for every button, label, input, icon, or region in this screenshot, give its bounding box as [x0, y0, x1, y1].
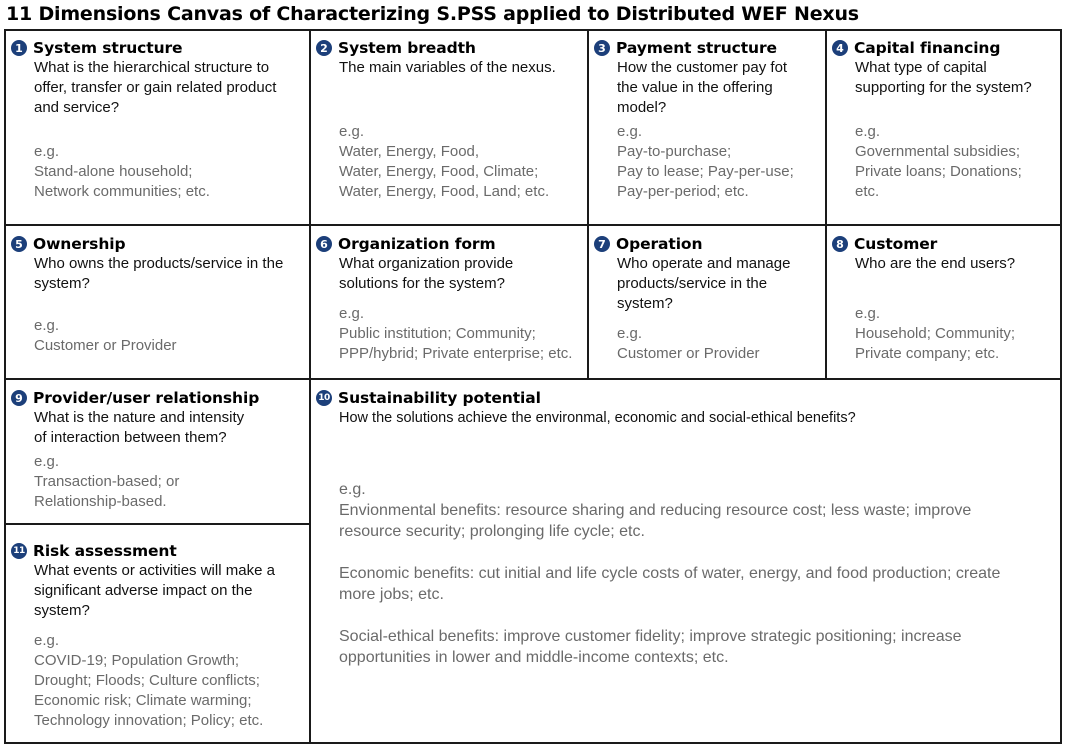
example-text: Pay-to-purchase; Pay to lease; Pay-per-use; Pay-per-period; etc. [617, 143, 794, 200]
number-4-icon: 4 [832, 40, 848, 56]
cell-examples [339, 479, 1000, 668]
example-text: Customer or Provider [34, 337, 177, 354]
cell-question: The main variables of the nexus. [339, 59, 556, 76]
cell-title: Sustainability potential [338, 389, 541, 407]
example-text: Customer or Provider [617, 345, 760, 362]
cell-header [316, 38, 587, 58]
cell-examples [34, 631, 263, 731]
cell-examples [339, 122, 549, 202]
cell-question: What is the nature and intensity of interaction between them? [34, 409, 245, 446]
number-11-icon: 11 [11, 543, 27, 559]
example-label: e.g. [339, 481, 366, 498]
number-3-icon: 3 [594, 40, 610, 56]
grid-line-outer-top [4, 29, 1062, 31]
cell-examples [617, 122, 794, 202]
cell-question: Who are the end users? [855, 255, 1016, 272]
grid-line-outer-bottom [4, 742, 1062, 744]
cell-header [316, 234, 587, 254]
number-6-icon: 6 [316, 236, 332, 252]
cell-system-structure [6, 38, 309, 224]
cell-question: How the solutions achieve the environmal, economic and social-ethical benefits? [339, 410, 856, 426]
cell-examples [34, 142, 210, 202]
cell-title: Payment structure [616, 39, 777, 57]
grid-line-row-2 [4, 378, 1062, 380]
cell-header [832, 38, 1060, 58]
cell-examples [855, 122, 1022, 202]
cell-question: What type of capital supporting for the system? [855, 59, 1032, 96]
example-text: COVID-19; Population Growth; Drought; Floods; Culture conflicts; Economic risk; Climate warming; Technology innovation; Policy; etc. [34, 652, 264, 729]
cell-organization-form [311, 234, 587, 378]
cell-examples [34, 316, 177, 356]
cell-capital-financing [827, 38, 1060, 224]
cell-header [11, 541, 309, 561]
example-text: Governmental subsidies; Private loans; Donations; etc. [855, 143, 1022, 200]
canvas-title: 11 Dimensions Canvas of Characterizing S.PSS applied to Distributed WEF Nexus [6, 3, 859, 25]
cell-examples [339, 304, 572, 364]
cell-sustainability-potential [311, 388, 1060, 742]
cell-header [11, 234, 309, 254]
cell-question: Who owns the products/service in the system? [34, 255, 284, 292]
cell-examples [34, 452, 179, 512]
number-9-icon: 9 [11, 390, 27, 406]
example-label: e.g. [617, 123, 643, 140]
example-label: e.g. [855, 305, 881, 322]
cell-ownership [6, 234, 309, 378]
example-label: e.g. [34, 143, 60, 160]
number-8-icon: 8 [832, 236, 848, 252]
cell-title: Capital financing [854, 39, 1001, 57]
cell-title: Customer [854, 235, 938, 253]
cell-risk-assessment [6, 541, 309, 742]
cell-header [11, 38, 309, 58]
example-label: e.g. [617, 325, 643, 342]
number-2-icon: 2 [316, 40, 332, 56]
example-text: Public institution; Community; PPP/hybrid; Private enterprise; etc. [339, 325, 573, 362]
cell-title: Risk assessment [33, 542, 177, 560]
example-label: e.g. [855, 123, 881, 140]
number-1-icon: 1 [11, 40, 27, 56]
cell-title: System breadth [338, 39, 476, 57]
grid-line-row-1 [4, 224, 1062, 226]
example-text: Envionmental benefits: resource sharing and reducing resource cost; less waste; improve resource security; prolonging life cycle; etc. Economic benefits: cut initial and life cycle costs of water, energy, and food production; create more jobs; etc. Social-ethical benefits: improve customer fidelity; improve strategic positioning; increase opportunities in lower and middle-income contexts; etc. [339, 502, 1001, 666]
cell-title: Ownership [33, 235, 126, 253]
cell-question: What is the hierarchical structure to offer, transfer or gain related product and service? [34, 59, 277, 116]
example-text: Stand-alone household; Network communities; etc. [34, 163, 210, 200]
cell-system-breadth [311, 38, 587, 224]
cell-title: Organization form [338, 235, 496, 253]
cell-payment-structure [589, 38, 825, 224]
cell-customer [827, 234, 1060, 378]
number-7-icon: 7 [594, 236, 610, 252]
grid-line-outer-right [1060, 29, 1062, 744]
cell-header [832, 234, 1060, 254]
example-label: e.g. [339, 305, 365, 322]
cell-header [11, 388, 309, 408]
cell-operation [589, 234, 825, 378]
cell-header [594, 234, 825, 254]
example-text: Transaction-based; or Relationship-based. [34, 473, 180, 510]
example-label: e.g. [339, 123, 365, 140]
example-label: e.g. [34, 632, 60, 649]
grid-line-row-3 [4, 523, 311, 525]
example-text: Water, Energy, Food, Water, Energy, Food, Climate; Water, Energy, Food, Land; etc. [339, 143, 550, 200]
example-text: Household; Community; Private company; etc. [855, 325, 1016, 362]
cell-provider-user-relationship [6, 388, 309, 523]
cell-question: How the customer pay fot the value in the offering model? [617, 59, 788, 116]
cell-title: Operation [616, 235, 703, 253]
number-5-icon: 5 [11, 236, 27, 252]
cell-question: What events or activities will make a significant adverse impact on the system? [34, 562, 275, 619]
cell-header [316, 388, 1060, 408]
cell-title: Provider/user relationship [33, 389, 260, 407]
cell-header [594, 38, 825, 58]
example-label: e.g. [34, 453, 60, 470]
example-label: e.g. [34, 317, 60, 334]
cell-examples [855, 304, 1015, 364]
cell-examples [617, 324, 760, 364]
cell-question: What organization provide solutions for the system? [339, 255, 514, 292]
cell-question: Who operate and manage products/service in the system? [617, 255, 791, 312]
number-10-icon: 10 [316, 390, 332, 406]
cell-title: System structure [33, 39, 183, 57]
